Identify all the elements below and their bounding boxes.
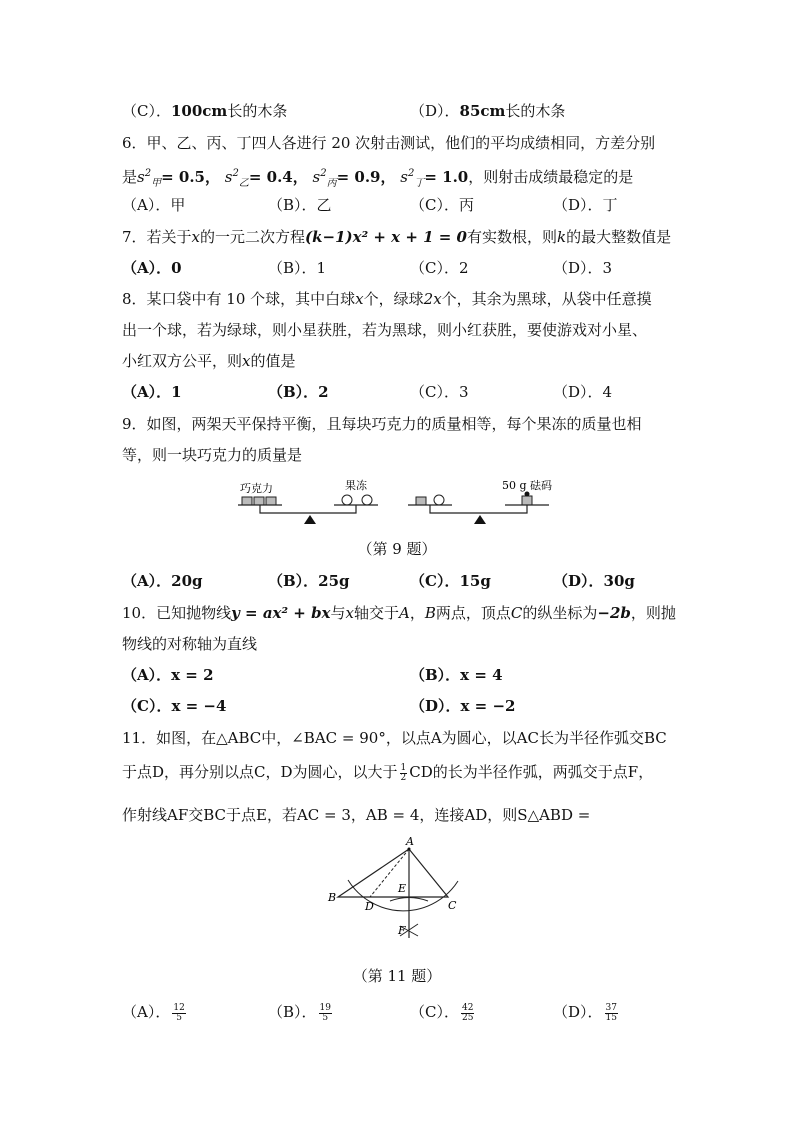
text: 有实数根，则 — [467, 228, 558, 246]
variance-bing-value: = 0.9， — [336, 168, 396, 186]
text: ，则射击成绩最稳定的是 — [468, 168, 634, 186]
q6-line-2 — [122, 164, 633, 194]
option-fraction: $\frac{19}{5}$ — [319, 1002, 331, 1023]
q6-option-a: （A）．甲 — [122, 196, 186, 214]
q9-option-d: （D）．30g — [553, 572, 635, 590]
q9-caption: （第 9 题） — [357, 540, 437, 558]
var: k — [557, 228, 567, 246]
text: 个，绿球 — [363, 290, 424, 308]
q9-option-b: （B）．25g — [268, 572, 350, 590]
option-text: 长的木条 — [227, 102, 288, 120]
var: C — [510, 604, 523, 622]
q6-option-d: （D）．丁 — [553, 196, 618, 214]
option-value: 85cm — [459, 102, 506, 120]
text: 两点，顶点 — [435, 604, 511, 622]
text: CD的长为半径作弧，两弧交于点F， — [409, 763, 654, 781]
option-label: （B）． — [268, 1003, 317, 1021]
jelly-ball — [342, 495, 352, 505]
q7-option-d: （D）．3 — [553, 259, 613, 277]
text: 10．已知抛物线 — [122, 604, 232, 622]
jelly-ball — [362, 495, 372, 505]
label-e: E — [398, 882, 407, 895]
weight-block — [522, 496, 532, 505]
text: 7．若关于 — [122, 228, 192, 246]
variance-jia-value: = 0.5， — [161, 168, 220, 186]
q9-option-c: （C）．15g — [410, 572, 491, 590]
q7-line — [122, 227, 671, 247]
q10-option-a: （A）．x = 2 — [122, 666, 214, 684]
option-value: 100cm — [170, 102, 228, 120]
q9-option-a: （A）．20g — [122, 572, 203, 590]
option-fraction: $\frac{12}{5}$ — [173, 1002, 185, 1023]
var: x — [191, 228, 201, 246]
left-balance-beam — [238, 505, 378, 513]
option-text: 长的木条 — [505, 102, 566, 120]
q11-line-1: 11．如图，在△ABC中，∠BAC = 90°，以点A为圆心，以AC长为半径作弧交BC — [122, 729, 667, 747]
variance-yi: $s^2_乙$ — [224, 168, 249, 189]
q6-line-1: 6．甲、乙、丙、丁四人各进行 20 次射击测试，他们的平均成绩相同，方差分别 — [122, 134, 656, 152]
q10-option-b: （B）．x = 4 — [410, 666, 503, 684]
weight-knob — [525, 492, 530, 497]
equation: y = ax² + bx — [231, 604, 331, 622]
jelly-label: 果冻 — [345, 479, 367, 492]
label-f: F — [398, 924, 406, 937]
q6-option-b: （B）．乙 — [268, 196, 332, 214]
label-b: B — [328, 891, 337, 904]
chocolate-block — [266, 497, 276, 505]
q10-line-1 — [122, 603, 676, 623]
q8-line-3 — [122, 351, 296, 371]
var: x — [345, 604, 354, 622]
q8-option-a: （A）．1 — [122, 383, 182, 401]
option-label: （C）． — [410, 1003, 459, 1021]
q7-option-c: （C）．2 — [410, 259, 469, 277]
q11-option-c — [410, 1002, 476, 1023]
text: 小红双方公平，则 — [122, 352, 243, 370]
chocolate-block — [242, 497, 252, 505]
label-c: C — [448, 899, 457, 912]
right-balance-beam — [408, 505, 549, 513]
variance-bing: $s^2_丙$ — [312, 168, 337, 189]
triangle-figure — [320, 836, 470, 942]
left-balance-fulcrum — [304, 515, 316, 524]
text: ，则抛 — [630, 604, 676, 622]
chocolate-block — [416, 497, 426, 505]
q8-line-1 — [122, 289, 652, 309]
text: 与 — [330, 604, 346, 622]
q7-option-a: （A）．0 — [122, 259, 182, 277]
q8-option-b: （B）．2 — [268, 383, 329, 401]
q11-caption: （第 11 题） — [352, 967, 442, 985]
option-label: （A）． — [122, 1003, 171, 1021]
text: 的纵坐标为 — [522, 604, 598, 622]
chocolate-block — [254, 497, 264, 505]
q7-option-b: （B）．1 — [268, 259, 327, 277]
var: A — [399, 604, 410, 622]
q6-option-c: （C）．丙 — [410, 196, 474, 214]
text: 的最大整数值是 — [566, 228, 672, 246]
option-label: （D）． — [553, 1003, 603, 1021]
q9-line-2: 等，则一块巧克力的质量是 — [122, 446, 303, 464]
text: 是 — [122, 168, 138, 186]
option-fraction: $\frac{42}{25}$ — [461, 1002, 474, 1023]
variance-jia: $s^2_甲$ — [137, 168, 162, 189]
option-label: （D）． — [410, 102, 460, 120]
balance-figure — [230, 475, 570, 531]
q9-line-1: 9．如图，两架天平保持平衡，且每块巧克力的质量相等，每个果冻的质量也相 — [122, 415, 642, 433]
half-fraction: $\frac{1}{2}$ — [400, 762, 407, 783]
q11-option-a — [122, 1002, 188, 1023]
q11-option-d — [553, 1002, 620, 1023]
q8-option-c: （C）．3 — [410, 383, 469, 401]
q11-option-b — [268, 1002, 334, 1023]
right-balance-fulcrum — [474, 515, 486, 524]
q10-option-d: （D）．x = −2 — [410, 697, 516, 715]
triangle-abc — [338, 849, 448, 897]
var: x — [355, 290, 364, 308]
variance-ding-value: = 1.0 — [424, 168, 469, 186]
chocolate-label: 巧克力 — [240, 482, 273, 495]
q8-option-d: （D）．4 — [553, 383, 613, 401]
q10-option-c: （C）．x = −4 — [122, 697, 227, 715]
text: 的一元二次方程 — [200, 228, 306, 246]
q5-option-d — [410, 101, 565, 121]
var: 2x — [423, 290, 442, 308]
value: −2b — [597, 604, 631, 622]
q5-option-c — [122, 101, 287, 121]
text: 个，其余为黑球，从袋中任意摸 — [441, 290, 652, 308]
q11-line-2 — [122, 762, 653, 783]
option-fraction: $\frac{37}{15}$ — [605, 1002, 617, 1023]
var: x — [242, 352, 251, 370]
jelly-ball — [434, 495, 444, 505]
q10-line-2: 物线的对称轴为直线 — [122, 635, 258, 653]
variance-ding: $s^2_丁$ — [400, 168, 425, 189]
q11-line-3: 作射线AF交BC于点E，若AC = 3，AB = 4，连接AD，则S△ABD = — [122, 806, 591, 824]
equation: (k−1)x² + x + 1 = 0 — [305, 228, 467, 246]
text: 于点D，再分别以点C，D为圆心，以大于 — [122, 763, 398, 781]
label-a: A — [406, 836, 414, 848]
option-label: （C）． — [122, 102, 171, 120]
text: 8．某口袋中有 10 个球，其中白球 — [122, 290, 356, 308]
weight-label: 50 g 砝码 — [502, 479, 553, 492]
var: B — [424, 604, 436, 622]
text: 的值是 — [250, 352, 296, 370]
label-d: D — [365, 900, 374, 913]
variance-yi-value: = 0.4， — [248, 168, 308, 186]
text: ， — [409, 604, 425, 622]
text: 轴交于 — [353, 604, 399, 622]
q8-line-2: 出一个球，若为绿球，则小星获胜，若为黑球，则小红获胜，要使游戏对小星、 — [122, 321, 648, 339]
